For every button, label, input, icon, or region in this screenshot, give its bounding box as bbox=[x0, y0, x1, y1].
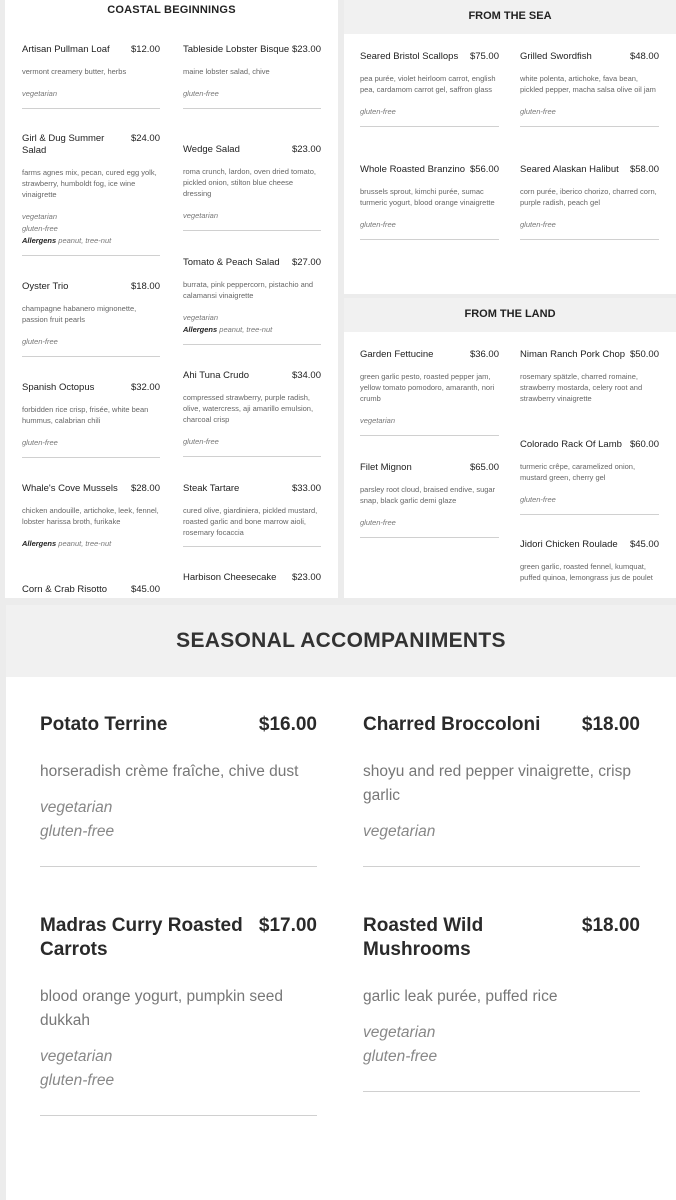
menu-item bbox=[360, 51, 499, 127]
menu-item-name: Tableside Lobster Bisque bbox=[183, 44, 290, 55]
menu-item-price: $23.00 bbox=[291, 144, 321, 155]
menu-item-header bbox=[183, 144, 321, 156]
dietary-tag: vegetarian bbox=[183, 313, 219, 322]
menu-item-tags bbox=[183, 210, 321, 222]
menu-item-tags bbox=[363, 1021, 640, 1069]
divider bbox=[363, 1091, 640, 1092]
divider bbox=[22, 108, 160, 109]
dietary-tag: gluten-free bbox=[520, 495, 556, 504]
menu-item-price: $28.00 bbox=[130, 483, 160, 494]
menu-item-price: $65.00 bbox=[469, 462, 499, 473]
menu-item-header bbox=[22, 281, 160, 293]
menu-item-tags bbox=[183, 436, 321, 448]
menu-item-price: $36.00 bbox=[469, 349, 499, 360]
menu-item-name: Wedge Salad bbox=[183, 144, 240, 155]
divider bbox=[360, 126, 499, 127]
menu-item-price: $23.00 bbox=[291, 572, 321, 583]
dietary-tag: vegetarian bbox=[40, 799, 113, 816]
allergens-value: peanut, tree-nut bbox=[58, 539, 112, 548]
menu-item-name: Charred Broccoloni bbox=[363, 714, 541, 735]
menu-item-price: $18.00 bbox=[130, 281, 160, 292]
menu-item-name: Niman Ranch Pork Chop bbox=[520, 349, 626, 360]
allergens-label: Allergens bbox=[183, 325, 218, 334]
menu-item-header bbox=[22, 44, 160, 56]
menu-item-name: Jidori Chicken Roulade bbox=[520, 539, 618, 550]
menu-item bbox=[183, 144, 321, 231]
dietary-tag: gluten-free bbox=[360, 107, 396, 116]
menu-item-name: Tomato & Peach Salad bbox=[183, 257, 280, 268]
menu-item-price: $18.00 bbox=[581, 915, 640, 936]
menu-item bbox=[183, 257, 321, 345]
divider bbox=[22, 356, 160, 357]
menu-item-header bbox=[360, 349, 499, 361]
menu-item-header bbox=[520, 439, 659, 451]
menu-item-tags bbox=[520, 219, 659, 231]
allergens-label: Allergens bbox=[22, 539, 57, 548]
menu-item-tags bbox=[22, 437, 160, 449]
menu-item bbox=[40, 914, 317, 1116]
dietary-tag: gluten-free bbox=[360, 518, 396, 527]
menu-item-name: Seared Bristol Scallops bbox=[360, 51, 459, 62]
menu-item bbox=[360, 164, 499, 240]
menu-item-header bbox=[360, 462, 499, 474]
divider bbox=[360, 537, 499, 538]
menu-item-description: horseradish crème fraîche, chive dust bbox=[40, 763, 299, 780]
allergens-note bbox=[22, 235, 160, 247]
menu-item-price: $48.00 bbox=[629, 51, 659, 62]
dietary-tag: gluten-free bbox=[22, 438, 58, 447]
allergens-value: peanut, tree-nut bbox=[219, 325, 273, 334]
menu-item-header bbox=[363, 713, 640, 737]
menu-item-tags bbox=[360, 219, 499, 231]
menu-item bbox=[520, 439, 659, 515]
dietary-tag: gluten-free bbox=[40, 1072, 115, 1089]
allergens-note bbox=[183, 324, 321, 336]
divider bbox=[183, 546, 321, 547]
menu-item-price: $24.00 bbox=[130, 133, 160, 144]
menu-item-description: white polenta, artichoke, fava bean, pickled pepper, macha salsa olive oil jam bbox=[520, 74, 656, 94]
divider bbox=[520, 514, 659, 515]
menu-item-tags bbox=[22, 211, 160, 247]
allergens-label: Allergens bbox=[22, 236, 57, 245]
menu-item-header bbox=[40, 713, 317, 737]
divider bbox=[183, 344, 321, 345]
menu-item-header bbox=[183, 44, 321, 56]
dietary-tag: gluten-free bbox=[363, 1048, 438, 1065]
divider bbox=[520, 239, 659, 240]
divider bbox=[363, 866, 640, 867]
divider bbox=[22, 255, 160, 256]
allergens-value: peanut, tree-nut bbox=[58, 236, 112, 245]
menu-item-description: forbidden rice crisp, frisée, white bean hummus, calabrian chili bbox=[22, 405, 149, 425]
menu-item bbox=[363, 713, 640, 867]
dietary-tag: gluten-free bbox=[520, 107, 556, 116]
menu-item-name: Girl & Dug Summer Salad bbox=[22, 133, 105, 156]
menu-item-name: Madras Curry Roasted Carrots bbox=[40, 915, 243, 960]
section-title: FROM THE SEA bbox=[344, 0, 676, 34]
menu-item-header bbox=[183, 483, 321, 495]
from-the-sea-panel bbox=[344, 0, 676, 294]
menu-item-header bbox=[183, 572, 321, 584]
divider bbox=[183, 456, 321, 457]
menu-item-description: green garlic, roasted fennel, kumquat, puffed quinoa, lemongrass jus de poulet bbox=[520, 562, 653, 582]
menu-item-description: shoyu and red pepper vinaigrette, crisp garlic bbox=[363, 763, 631, 804]
menu-item-price: $50.00 bbox=[629, 349, 659, 360]
menu-item-price: $34.00 bbox=[291, 370, 321, 381]
divider bbox=[360, 239, 499, 240]
menu-item-price: $60.00 bbox=[629, 439, 659, 450]
menu-item-price: $23.00 bbox=[291, 44, 321, 55]
menu-item-header bbox=[40, 914, 317, 962]
dietary-tag: vegetarian bbox=[363, 823, 436, 840]
menu-item-tags bbox=[22, 336, 160, 348]
menu-item-description: vermont creamery butter, herbs bbox=[22, 67, 127, 76]
menu-item-description: chicken andouille, artichoke, leek, fennel, lobster harissa broth, furikake bbox=[22, 506, 159, 526]
menu-item-price: $27.00 bbox=[291, 257, 321, 268]
menu-item-header bbox=[520, 539, 659, 551]
dietary-tag: gluten-free bbox=[183, 89, 219, 98]
menu-item-name: Potato Terrine bbox=[40, 714, 168, 735]
allergens-note bbox=[22, 538, 160, 550]
menu-item-tags bbox=[40, 1045, 317, 1093]
menu-item bbox=[360, 462, 499, 538]
menu-item bbox=[22, 44, 160, 109]
section-title: SEASONAL ACCOMPANIMENTS bbox=[6, 605, 676, 677]
menu-item-name: Filet Mignon bbox=[360, 462, 412, 473]
menu-item-name: Roasted Wild Mushrooms bbox=[363, 915, 484, 960]
menu-item-name: Seared Alaskan Halibut bbox=[520, 164, 619, 175]
menu-item-description: corn purée, iberico chorizo, charred corn, purple radish, peach gel bbox=[520, 187, 657, 207]
menu-item-name: Grilled Swordfish bbox=[520, 51, 592, 62]
menu-item bbox=[183, 483, 321, 547]
menu-item bbox=[22, 281, 160, 357]
menu-item-description: cured olive, giardiniera, pickled mustard, roasted garlic and bone marrow aioli, rosemary focaccia bbox=[183, 506, 318, 537]
menu-item-price: $16.00 bbox=[258, 714, 317, 735]
menu-item-tags bbox=[22, 538, 160, 550]
menu-item-description: green garlic pesto, roasted pepper jam, yellow tomato pomodoro, amaranth, nori crumb bbox=[360, 372, 495, 403]
menu-item-header bbox=[360, 164, 499, 176]
divider bbox=[40, 866, 317, 867]
from-the-land-panel bbox=[344, 298, 676, 598]
menu-item bbox=[22, 584, 160, 596]
menu-item-description: pea purée, violet heirloom carrot, english pea, cardamom carrot gel, saffron glass bbox=[360, 74, 496, 94]
dietary-tag: gluten-free bbox=[183, 437, 219, 446]
menu-item-description: rosemary spätzle, charred romaine, strawberry mostarda, celery root and strawberry vinaigrette bbox=[520, 372, 643, 403]
menu-item-name: Artisan Pullman Loaf bbox=[22, 44, 110, 55]
menu-item-description: blood orange yogurt, pumpkin seed dukkah bbox=[40, 988, 283, 1029]
divider bbox=[22, 457, 160, 458]
menu-item-description: parsley root cloud, braised endive, sugar snap, black garlic demi glaze bbox=[360, 485, 496, 505]
coastal-beginnings-panel bbox=[5, 0, 338, 598]
menu-item-price: $17.00 bbox=[258, 915, 317, 936]
menu-item-tags bbox=[520, 494, 659, 506]
menu-item-price: $75.00 bbox=[469, 51, 499, 62]
menu-item-description: compressed strawberry, purple radish, olive, watercress, aji amarillo emulsion, charcoal crisp bbox=[183, 393, 314, 424]
menu-item-header bbox=[183, 257, 321, 269]
dietary-tag: vegetarian bbox=[40, 1048, 113, 1065]
dietary-tag: vegetarian bbox=[360, 416, 396, 425]
menu-item-tags bbox=[520, 106, 659, 118]
menu-item-tags bbox=[40, 796, 317, 844]
menu-item-description: garlic leak purée, puffed rice bbox=[363, 988, 558, 1005]
menu-item-tags bbox=[360, 106, 499, 118]
menu-item-header bbox=[22, 382, 160, 394]
divider bbox=[520, 126, 659, 127]
menu-item-description: brussels sprout, kimchi purée, sumac turmeric yogurt, blood orange vinaigrette bbox=[360, 187, 495, 207]
menu-item-price: $58.00 bbox=[629, 164, 659, 175]
menu-item bbox=[22, 133, 160, 256]
divider bbox=[40, 1115, 317, 1116]
menu-item-price: $33.00 bbox=[291, 483, 321, 494]
menu-item-header bbox=[22, 133, 160, 157]
menu-item-name: Ahi Tuna Crudo bbox=[183, 370, 250, 381]
menu-item-name: Steak Tartare bbox=[183, 483, 240, 494]
menu-item-header bbox=[520, 349, 659, 361]
menu-item-price: $45.00 bbox=[629, 539, 659, 550]
menu-item bbox=[520, 349, 659, 404]
menu-item-price: $45.00 bbox=[130, 584, 160, 595]
menu-item bbox=[520, 539, 659, 583]
menu-item bbox=[22, 483, 160, 550]
seasonal-accompaniments-panel bbox=[6, 605, 676, 1200]
menu-item-name: Whale's Cove Mussels bbox=[22, 483, 118, 494]
divider bbox=[360, 435, 499, 436]
menu-item-name: Corn & Crab Risotto bbox=[22, 584, 108, 595]
menu-item-description: champagne habanero mignonette, passion fruit pearls bbox=[22, 304, 137, 324]
menu-item-name: Colorado Rack Of Lamb bbox=[520, 439, 622, 450]
dietary-tag: gluten-free bbox=[520, 220, 556, 229]
menu-item-description: maine lobster salad, chive bbox=[183, 67, 270, 76]
dietary-tag: gluten-free bbox=[360, 220, 396, 229]
menu-item bbox=[183, 370, 321, 457]
menu-item-header bbox=[520, 51, 659, 63]
menu-item-tags bbox=[360, 517, 499, 529]
menu-item-header bbox=[22, 483, 160, 495]
section-title: FROM THE LAND bbox=[344, 298, 676, 332]
section-title: COASTAL BEGINNINGS bbox=[5, 0, 338, 24]
menu-item-header bbox=[363, 914, 640, 962]
menu-item bbox=[363, 914, 640, 1092]
menu-item-tags bbox=[360, 415, 499, 427]
dietary-tag: vegetarian bbox=[22, 212, 58, 221]
divider bbox=[183, 230, 321, 231]
menu-item bbox=[520, 51, 659, 127]
menu-item-tags bbox=[22, 88, 160, 100]
dietary-tag: vegetarian bbox=[363, 1024, 436, 1041]
menu-item bbox=[183, 572, 321, 584]
menu-item-price: $32.00 bbox=[130, 382, 160, 393]
dietary-tag: gluten-free bbox=[22, 337, 58, 346]
menu-item-header bbox=[22, 584, 160, 596]
menu-item bbox=[22, 382, 160, 458]
menu-item-description: roma crunch, lardon, oven dried tomato, pickled onion, stilton blue cheese dressing bbox=[183, 167, 316, 198]
menu-item bbox=[520, 164, 659, 240]
menu-item-description: burrata, pink peppercorn, pistachio and calamansi vinaigrette bbox=[183, 280, 314, 300]
dietary-tag: vegetarian bbox=[183, 211, 219, 220]
menu-item-name: Whole Roasted Branzino bbox=[360, 164, 466, 175]
dietary-tag: gluten-free bbox=[22, 224, 58, 233]
menu-item-tags bbox=[183, 312, 321, 336]
menu-item-header bbox=[360, 51, 499, 63]
menu-item-name: Oyster Trio bbox=[22, 281, 69, 292]
menu-item-tags bbox=[363, 820, 640, 844]
menu-item-price: $18.00 bbox=[581, 714, 640, 735]
menu-item-price: $56.00 bbox=[469, 164, 499, 175]
divider bbox=[183, 108, 321, 109]
menu-item-description: turmeric crêpe, caramelized onion, mustard green, cherry gel bbox=[520, 462, 636, 482]
menu-item-name: Harbison Cheesecake bbox=[183, 572, 277, 583]
menu-item-description: farms agnes mix, pecan, cured egg yolk, strawberry, humboldt fog, ice wine vinaigrette bbox=[22, 168, 157, 199]
dietary-tag: gluten-free bbox=[40, 823, 115, 840]
menu-item-header bbox=[520, 164, 659, 176]
menu-item-name: Spanish Octopus bbox=[22, 382, 95, 393]
menu-item-price: $12.00 bbox=[130, 44, 160, 55]
menu-item bbox=[360, 349, 499, 436]
menu-item-name: Garden Fettucine bbox=[360, 349, 434, 360]
menu-item-header bbox=[183, 370, 321, 382]
menu-item bbox=[183, 44, 321, 109]
menu-item-tags bbox=[183, 88, 321, 100]
menu-item bbox=[40, 713, 317, 867]
dietary-tag: vegetarian bbox=[22, 89, 58, 98]
